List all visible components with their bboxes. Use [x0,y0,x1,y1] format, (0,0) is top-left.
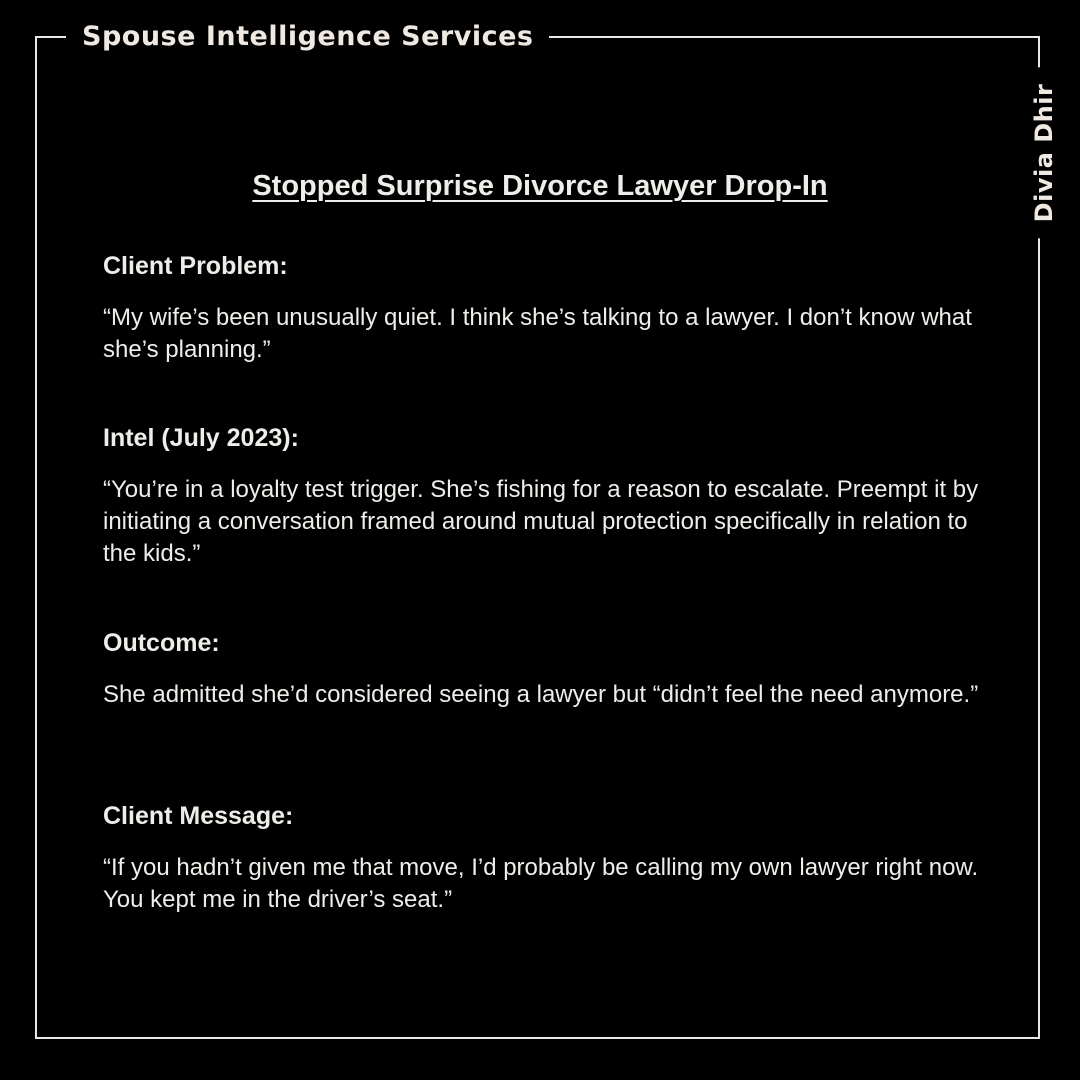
section-body: “My wife’s been unusually quiet. I think she’s talking to a lawyer. I don’t know what she’s planning.” [103,304,972,363]
author-name-vertical: Divia Dhir [1028,68,1060,239]
section-intel [103,424,983,570]
section-body: She admitted she’d considered seeing a lawyer but “didn’t feel the need anymore.” [103,681,979,708]
section-label: Outcome: [103,629,220,657]
page-title: Stopped Surprise Divorce Lawyer Drop-In [252,170,828,202]
section-client-problem [103,252,983,366]
section-client-message [103,802,983,916]
section-outcome [103,629,983,711]
brand-title: Spouse Intelligence Services [66,19,549,54]
section-label: Client Problem: [103,252,288,280]
section-body: “You’re in a loyalty test trigger. She’s fishing for a reason to escalate. Preempt it by initiating a conversation framed around mutual protection specifically in relation to the kids.” [103,476,979,567]
section-label: Client Message: [103,802,294,830]
section-label: Intel (July 2023): [103,424,299,452]
section-body: “If you hadn’t given me that move, I’d probably be calling my own lawyer right now. You kept me in the driver’s seat.” [103,854,979,913]
